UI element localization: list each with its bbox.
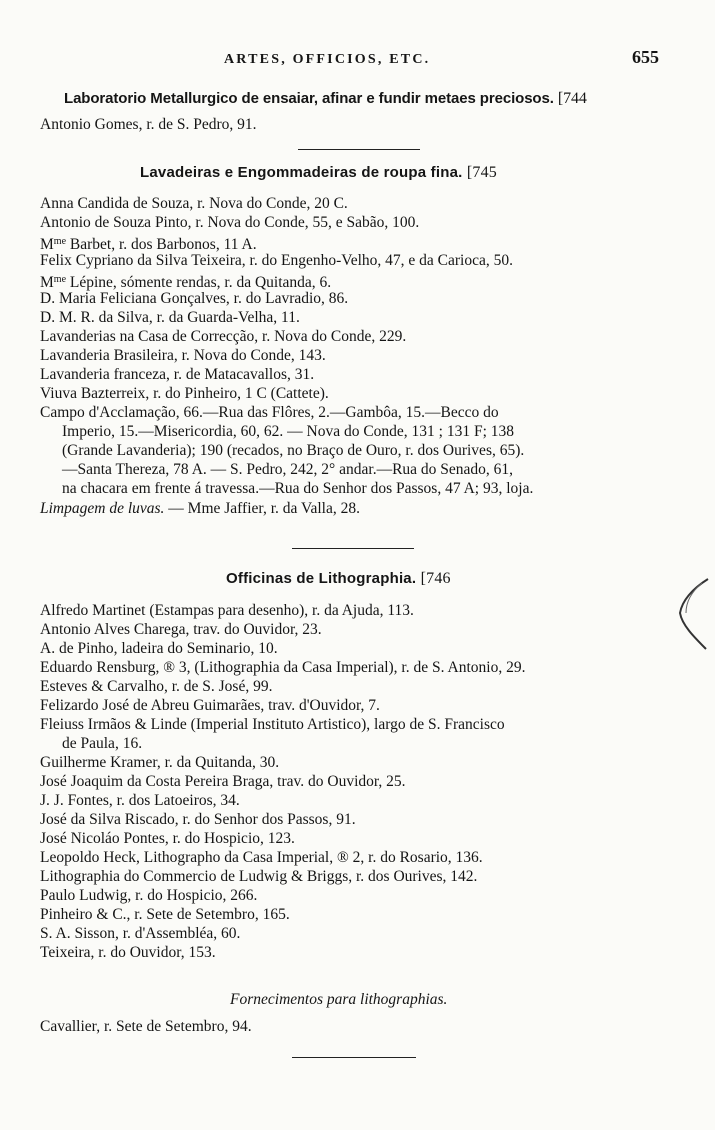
section-title-text: Officinas de Lithographia. [226,570,417,587]
list-item: Cavallier, r. Sete de Setembro, 94. [40,1018,252,1035]
campo-entry-line: —Santa Thereza, 78 A. — S. Pedro, 242, 2° andar.—Rua do Senado, 61, [62,461,514,478]
list-item-text: Barbet, r. dos Barbonos, 11 A. [69,236,257,253]
list-item: D. Maria Feliciana Gonçalves, r. do Lavradio, 86. [40,290,349,307]
list-item: S. A. Sisson, r. d'Assembléa, 60. [40,925,241,942]
campo-entry-line: na chacara em frente á travessa.—Rua do Senhor dos Passos, 47 A; 93, loja. [62,480,534,497]
campo-entry-line [40,403,668,423]
list-item: Lavanderias na Casa de Correcção, r. Nova do Conde, 229. [40,328,407,345]
section-title-laboratorio [64,89,587,109]
list-item: Fleiuss Irmãos & Linde (Imperial Instituto Artistico), largo de S. Francisco [40,716,505,733]
abbrev-m: M [40,236,54,253]
section-title-lavadeiras [140,163,497,183]
section-title-text: Laboratorio Metallurgico de ensaiar, afinar e fundir metaes preciosos. [64,90,554,107]
abbrev-m: M [40,274,54,291]
list-item: D. M. R. da Silva, r. da Guarda-Velha, 11. [40,309,300,326]
section-ref: [746 [420,570,451,587]
page-edge-mark-icon [672,575,712,655]
limpagem-label: Limpagem de luvas. [40,500,165,517]
list-item: José Nicoláo Pontes, r. do Hospicio, 123. [40,830,295,847]
justified-line [40,403,668,423]
list-item: Eduardo Rensburg, ® 3, (Lithographia da Casa Imperial), r. de S. Antonio, 29. [40,659,526,676]
list-item: Antonio Gomes, r. de S. Pedro, 91. [40,116,257,133]
list-item: Guilherme Kramer, r. da Quitanda, 30. [40,754,280,771]
list-item: Lavanderia franceza, r. de Matacavallos, 31. [40,366,315,383]
list-item: Paulo Ludwig, r. do Hospicio, 266. [40,887,258,904]
running-header: ARTES, OFFICIOS, ETC. [224,52,431,67]
section-ref: [744 [557,90,587,107]
subsection-title-fornecimentos: Fornecimentos para lithographias. [230,991,448,1008]
abbrev-sup: me [53,236,67,247]
list-item: Viuva Bazterreix, r. do Pinheiro, 1 C (Cattete). [40,385,329,402]
section-divider [292,1057,416,1058]
list-item: Teixeira, r. do Ouvidor, 153. [40,944,216,961]
section-divider [298,149,420,150]
list-item: J. J. Fontes, r. dos Latoeiros, 34. [40,792,240,809]
page-number: 655 [632,47,659,67]
campo-entry-line: (Grande Lavanderia); 190 (recados, no Braço de Ouro, r. dos Ourives, 65). [62,442,525,459]
list-item: José Joaquim da Costa Pereira Braga, trav. do Ouvidor, 25. [40,773,406,790]
list-item-text: Lépine, sómente rendas, r. da Quitanda, 6. [69,274,332,291]
list-item: Leopoldo Heck, Lithographo da Casa Imperial, ® 2, r. do Rosario, 136. [40,849,483,866]
list-item: Esteves & Carvalho, r. de S. José, 99. [40,678,273,695]
section-ref: [745 [466,164,497,181]
list-item-continuation: de Paula, 16. [62,735,143,752]
section-title-text: Lavadeiras e Engommadeiras de roupa fina. [140,164,463,181]
campo-entry-line: Imperio, 15.—Misericordia, 60, 62. — Nova do Conde, 131 ; 131 F; 138 [62,423,515,440]
list-item: Pinheiro & C., r. Sete de Setembro, 165. [40,906,290,923]
abbrev-sup: me [53,274,67,285]
list-item-limpagem [40,499,360,519]
section-title-lithographia [226,569,451,589]
list-item: Felix Cypriano da Silva Teixeira, r. do Engenho-Velho, 47, e da Carioca, 50. [40,252,513,269]
list-item: Antonio Alves Charega, trav. do Ouvidor, 23. [40,621,322,638]
campo-text: Campo d'Acclamação, 66.—Rua das Flôres, 2.—Gambôa, 15.—Becco do [40,404,499,421]
list-item: Lithographia do Commercio de Ludwig & Briggs, r. dos Ourives, 142. [40,868,478,885]
list-item: José da Silva Riscado, r. do Senhor dos Passos, 91. [40,811,356,828]
list-item: Felizardo José de Abreu Guimarães, trav. d'Ouvidor, 7. [40,697,380,714]
list-item: Lavanderia Brasileira, r. Nova do Conde, 143. [40,347,326,364]
limpagem-rest: — Mme Jaffier, r. da Valla, 28. [168,500,360,517]
list-item: Alfredo Martinet (Estampas para desenho), r. da Ajuda, 113. [40,602,414,619]
list-item: Anna Candida de Souza, r. Nova do Conde, 20 C. [40,195,348,212]
section-divider [292,548,414,549]
list-item: Antonio de Souza Pinto, r. Nova do Conde, 55, e Sabão, 100. [40,214,420,231]
list-item: A. de Pinho, ladeira do Seminario, 10. [40,640,278,657]
